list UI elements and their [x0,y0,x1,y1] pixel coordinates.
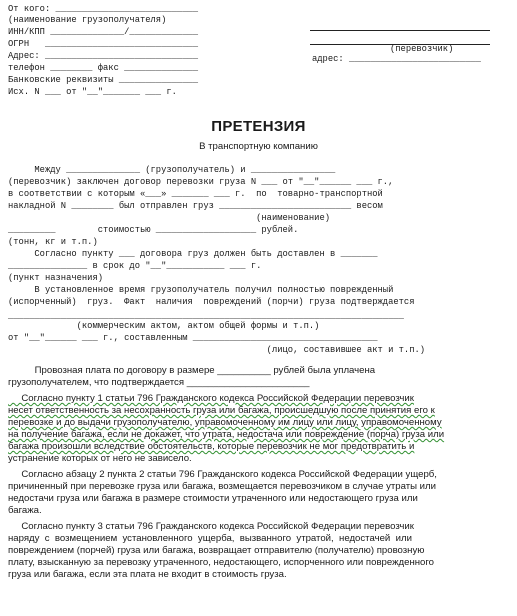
address-line: Адрес: _____________________________ [8,51,199,61]
inn-kpp-line: ИНН/КПП ______________/_____________ [8,27,199,37]
form-line: в соответствии с которым «___» _______ ___ г. по товарно-транспортной [8,189,383,199]
form-line: (пункт назначения) [8,273,104,283]
form-line: В установленное время грузополучатель получил полностью поврежденный [8,285,394,295]
paragraph-line: Согласно пункту 3 статьи 796 Гражданского кодекса Российской Федерации перевозчик [8,521,414,532]
phone-fax-line: телефон ________ факс ______________ [8,63,199,73]
paragraph-line: повреждением (порчей) груза или багажа, возвращает отправителю (получателю) провозную [8,545,425,556]
paragraph-line: на получение багажа, если не докажет, что утрата, недостача или повреждение (порча) груза или [8,429,445,440]
carrier-hint: (перевозчик) [390,44,454,54]
paragraph-line: несет ответственность за несохранность груза или багажа, происшедшую после принятия его к [8,405,435,416]
from-line: От кого: ___________________________ [8,4,199,14]
form-line: ___________________________________________________________________________ [8,311,404,321]
paragraph-line: багажа. [8,505,42,516]
paragraph-line: недостачи груза или багажа в размере стоимости утраченного или недостающего груза или [8,493,418,504]
ogrn-line: ОГРН _____________________________ [8,39,199,49]
form-line: Согласно пункту ___ договора груз должен быть доставлен в _______ [8,249,378,259]
bank-details-line: Банковские реквизиты _______________ [8,75,199,85]
paragraph-line: Провозная плата по договору в размере __________ рублей была уплачена [8,365,376,376]
form-line: (коммерческим актом, актом общей формы и т.п.) [8,321,320,331]
consignee-name-hint: (наименование грузополучателя) [8,15,167,25]
page-title: ПРЕТЕНЗИЯ [211,118,306,135]
paragraph-line: груза или багажа, если эта плата не входит в стоимость груза. [8,569,287,580]
form-line: (тонн, кг и т.п.) [8,237,98,247]
outgoing-ref-line: Исх. N ___ от "__"_______ ___ г. [8,87,177,97]
form-line: Между ______________ (грузополучатель) и ________________ [8,165,336,175]
paragraph-line: плату, взысканную за перевозку утраченного, недостающего, испорченного или поврежденного [8,557,435,568]
paragraph-line: устранение которых от него не зависело. [8,453,192,464]
page-subtitle: В транспортную компанию [199,141,318,152]
paragraph-line: Согласно пункту 1 статьи 796 Гражданского кодекса Российской Федерации перевозчик [8,393,414,404]
paragraph-line: Согласно абзацу 2 пункта 2 статьи 796 Гражданского кодекса Российской Федерации ущерб, [8,469,437,480]
form-line: (перевозчик) заключен договор перевозки груза N ___ от "__"______ ___ г., [8,177,394,187]
form-line: от "__"______ ___ г., составленным ___________________________________ [8,333,378,343]
carrier-blank-1 [310,30,490,31]
paragraph-line: перевозке и до выдачи грузополучателю, управомоченному им лицу или лицу, управомоченному [8,417,442,428]
paragraph-line: причиненный при перевозке груза или багажа, возмещается перевозчиком в случае утраты или [8,481,437,492]
carrier-address-line: адрес: _________________________ [312,54,481,64]
paragraph-line: багажа произошли вследствие обстоятельств, которые перевозчик не мог предотвратить и [8,441,415,452]
form-line: (наименование) [8,213,331,223]
form-line: (лицо, составившее акт и т.п.) [8,345,426,355]
paragraph-line: грузополучателем, что подтверждается _______________________ [8,377,310,388]
form-line: _________ стоимостью ___________________ рублей. [8,225,299,235]
paragraph-line: наряду с возмещением установленного ущерба, вызванного утратой, недостачей или [8,533,412,544]
form-line: накладной N ________ был отправлен груз _________________________ весом [8,201,383,211]
form-line: _______________ в срок до "__"___________ ___ г. [8,261,262,271]
form-line: (испорченный) груз. Факт наличия повреждений (порчи) груза подтверждается [8,297,415,307]
